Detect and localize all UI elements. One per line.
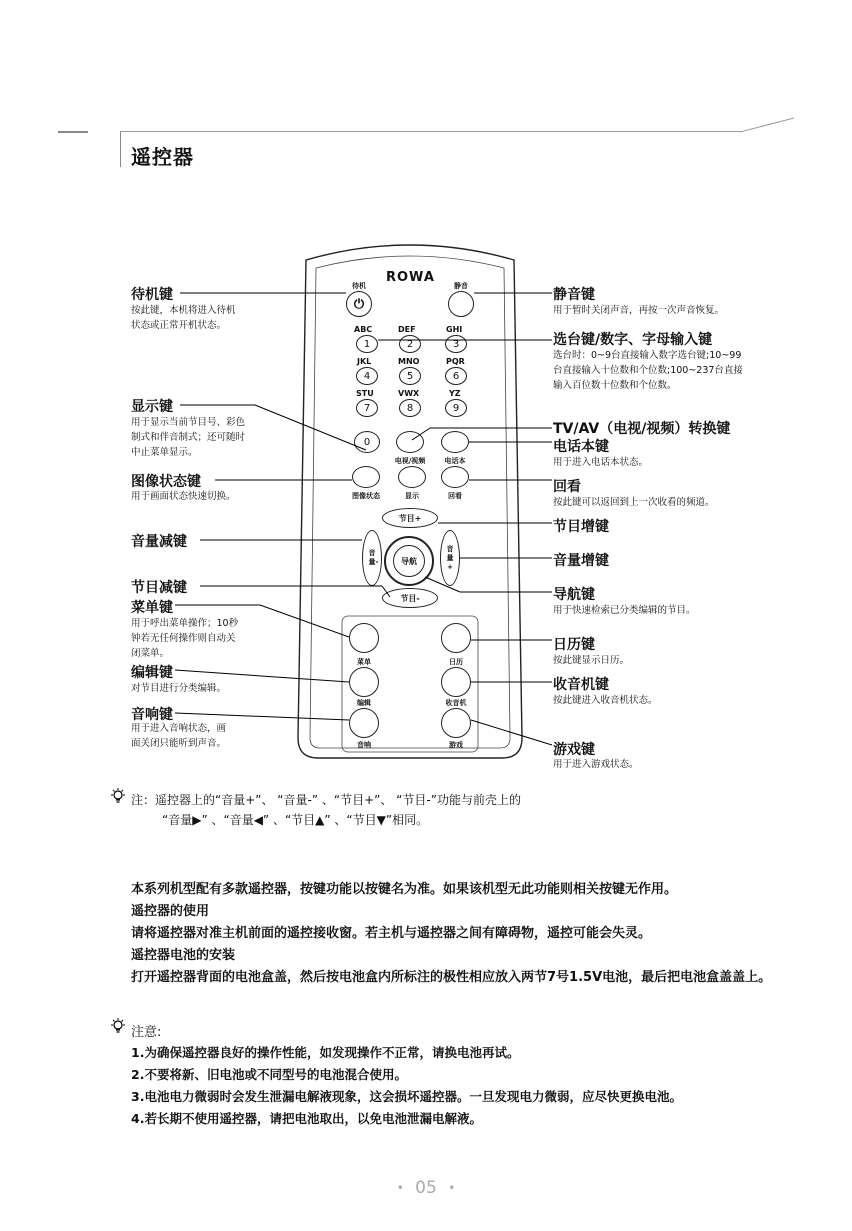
standby-key-label: 待机 [352,282,366,290]
callout-tvav-title: TV/AV（电视/视频）转换键 [553,421,731,437]
game-key-label: 游戏 [449,741,463,749]
number-key-5[interactable]: 5 [399,367,421,385]
body-remote-usage: 请将遥控器对准主机前面的遥控接收窗。若主机与遥控器之间有障碍物，遥控可能会失灵。 [131,926,652,941]
display-key-label: 显示 [405,492,419,500]
callout-phonebook-desc: 用于进入电话本状态。 [553,457,649,468]
list-item: 1.为确保遥控器良好的操作性能，如发现操作不正常，请换电池再试。 [131,1045,520,1060]
note1-line2: “音量▶” 、“音量◀” 、“节目▲” 、“节目▼”相同。 [162,813,429,827]
callout-recall-title: 回看 [553,479,581,495]
key-label-def: DEF [398,325,416,334]
note2-title: 注意: [131,1025,162,1040]
power-icon: ⏻ [353,296,365,312]
callout-display-title: 显示键 [131,399,173,415]
number-key-4[interactable]: 4 [356,367,378,385]
radio-key-label: 收音机 [445,699,467,707]
list-item: 2.不要将新、旧电池或不同型号的电池混合使用。 [131,1067,407,1082]
callout-nav-title: 导航键 [553,587,595,603]
callout-nav-desc: 用于快速检索已分类编辑的节目。 [553,605,696,616]
callout-channel-down-title: 节目减键 [131,580,187,596]
callout-mute-title: 静音键 [553,287,595,303]
page-number-dot-right: • [448,1181,456,1195]
nav-button[interactable]: 导航 [393,545,425,577]
callout-edit-title: 编辑键 [131,665,173,681]
page-number-text: 05 [415,1178,437,1198]
callout-menu-title: 菜单键 [131,600,173,616]
key-label-pqr: PQR [446,357,465,366]
key-label-stu: STU [356,389,374,398]
number-key-7[interactable]: 7 [356,399,378,417]
number-key-3[interactable]: 3 [445,335,467,353]
recall-key-label: 回看 [448,492,462,500]
note1-line1: 注：遥控器上的“音量+”、 “音量-” 、“节目+”、 “节目-”功能与前壳上的 [131,793,521,807]
phonebook-key-label: 电话本 [444,457,466,465]
number-key-6[interactable]: 6 [445,367,467,385]
heading-battery-install: 遥控器电池的安装 [131,948,236,963]
heading-remote-usage: 遥控器的使用 [131,904,210,919]
callout-number-title: 选台键/数字、字母输入键 [553,332,713,348]
edit-key-label: 编辑 [357,699,371,707]
key-label-vwx: VWX [398,389,420,398]
key-label-jkl: JKL [357,357,372,366]
number-key-1[interactable]: 1 [356,335,378,353]
menu-key-label: 菜单 [357,658,371,666]
channel-up-button[interactable]: 节目+ [382,508,438,528]
key-label-ghi: GHI [446,325,463,334]
callout-picture-desc: 用于画面状态快速切换。 [131,491,236,502]
body-intro: 本系列机型配有多款遥控器，按键功能以按键名为准。如果该机型无此功能则相关按键无作用。 [131,882,678,897]
callout-mute-desc: 用于暂时关闭声音，再按一次声音恢复。 [553,305,725,316]
callout-number-desc: 选台时：0~9台直接输入数字选台键;10~99 台直接输入十位数和个位数;100~237台直接 输入百位数十位数和个位数。 [553,350,743,391]
list-item: 4.若长期不使用遥控器，请把电池取出，以免电池泄漏电解液。 [131,1111,482,1126]
page-number-dot-left: • [396,1181,404,1195]
callout-volume-up-title: 音量增键 [553,553,609,569]
callout-phonebook-title: 电话本键 [553,439,609,455]
vol-plus-label: 音量+ [446,544,454,571]
picture-mode-key-label: 图像状态 [352,492,380,500]
calendar-key-label: 日历 [449,658,463,666]
callout-game-desc: 用于进入游戏状态。 [553,759,639,770]
note2-list [131,1042,682,1130]
callout-edit-desc: 对节目进行分类编辑。 [131,683,227,694]
callout-radio-desc: 按此键进入收音机状态。 [553,695,658,706]
key-label-yz: YZ [449,389,461,398]
key-label-mno: MNO [398,357,420,366]
number-key-8[interactable]: 8 [399,399,421,417]
number-key-2[interactable]: 2 [399,335,421,353]
key-label-abc: ABC [354,325,373,334]
callout-standby-title: 待机键 [131,287,173,303]
channel-down-button[interactable]: 节目- [382,588,438,608]
callout-volume-down-title: 音量减键 [131,534,187,550]
callout-picture-title: 图像状态键 [131,474,201,490]
body-battery-install: 打开遥控器背面的电池盒盖，然后按电池盒内所标注的极性相应放入两节7号1.5V电池，最后把电池盒盖盖上。 [131,970,772,985]
callout-display-desc: 用于显示当前节目号、彩色 制式和伴音制式；还可随时 中止菜单显示。 [131,417,246,458]
audio-key-label: 音响 [357,741,371,749]
lightbulb-icon [110,1018,126,1034]
tvav-key-label: 电视/视频 [394,457,426,465]
number-key-0[interactable]: 0 [354,431,380,453]
vol-minus-label: 音量- [368,549,379,566]
number-key-9[interactable]: 9 [445,399,467,417]
callout-recall-desc: 按此键可以返回到上一次收看的频道。 [553,497,715,508]
callout-menu-desc: 用于呼出菜单操作；10秒 钟若无任何操作则自动关 闭菜单。 [131,618,239,659]
lightbulb-icon [110,788,126,804]
callout-game-title: 游戏键 [553,742,595,758]
callout-radio-title: 收音机键 [553,677,609,693]
callout-audio-desc: 用于进入音响状态，画 面关闭只能听到声音。 [131,723,227,749]
callout-channel-up-title: 节目增键 [553,519,609,535]
brand-logo: ROWA [386,270,435,285]
callout-calendar-title: 日历键 [553,637,595,653]
list-item: 3.电池电力微弱时会发生泄漏电解液现象，这会损坏遥控器。一旦发现电力微弱，应尽快更换电池。 [131,1089,682,1104]
mute-key-label: 静音 [454,282,468,290]
page-number [0,1178,852,1198]
callout-standby-desc: 按此键，本机将进入待机 状态或正常开机状态。 [131,305,236,331]
page-title: 遥控器 [131,145,194,169]
callout-calendar-desc: 按此键显示日历。 [553,655,630,666]
callout-audio-title: 音响键 [131,707,173,723]
